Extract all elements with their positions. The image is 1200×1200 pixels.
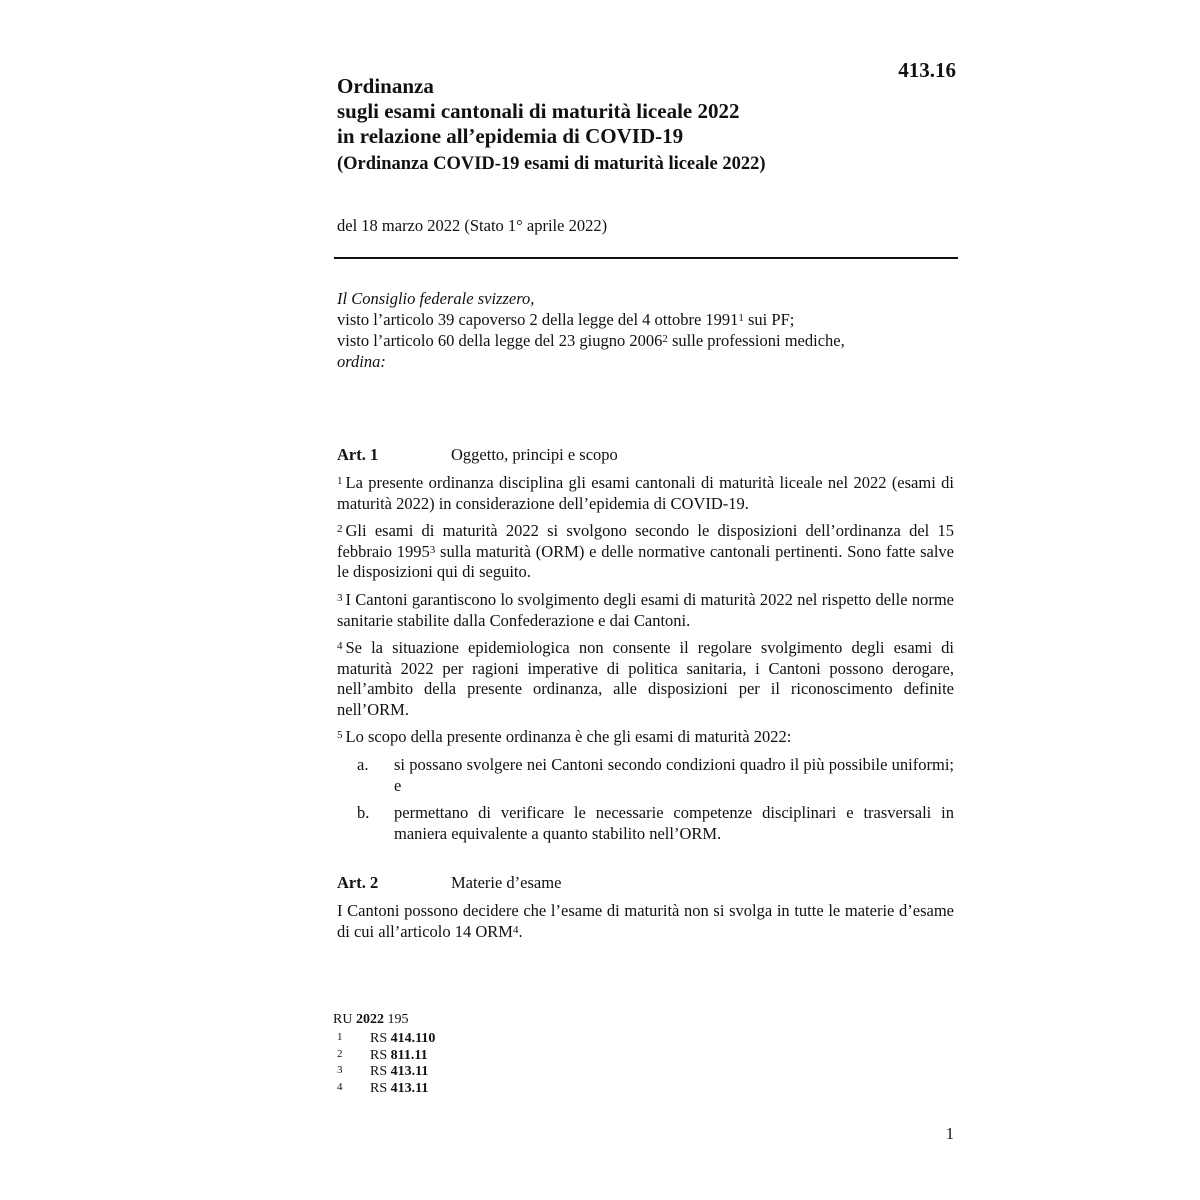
footnote-number: 1	[337, 1031, 343, 1043]
page-number: 1	[945, 1124, 954, 1143]
paragraph-number: 1	[337, 475, 343, 487]
date-status-line: del 18 marzo 2022 (Stato 1° aprile 2022)	[337, 216, 608, 235]
ru-reference: RU 2022 195	[333, 1012, 409, 1027]
list-label: a.	[357, 755, 369, 774]
footnote-ref[interactable]: 3	[429, 543, 436, 556]
article-title: Materie d’esame	[451, 873, 562, 892]
title-divider	[334, 257, 958, 259]
footnote-ref[interactable]: 4	[512, 923, 519, 936]
article-1-paragraph-5: $^5$ Lo scopo della presente ordinanza è che gli esami di maturità 2022:	[337, 727, 792, 746]
paragraph-number: 3	[337, 592, 343, 604]
preamble-line: visto l’articolo 60 della legge del 23 giugno 2006$^2$ sulle professioni mediche,	[337, 331, 845, 350]
article-1-paragraph-2: $^2$ Gli esami di maturità 2022 si svolgono secondo le disposizioni dell’ordinanza del 15 febbraio 1995$^3$ sulla maturità (ORM) e delle normative cantonali pertinenti. Sono fatte salve le disposizioni qui di seguito.	[337, 521, 954, 581]
article-1-paragraph-1: $^1$ La presente ordinanza disciplina gli esami cantonali di maturità liceale nel 2022 (esami di maturità 2022) in considerazione dell’epidemia di COVID-19.	[337, 473, 954, 513]
list-label: b.	[357, 803, 370, 822]
footnote-ref[interactable]: 1	[738, 312, 744, 324]
preamble-line: visto l’articolo 39 capoverso 2 della legge del 4 ottobre 1991$^1$ sui PF;	[337, 310, 795, 329]
footnote-number: 3	[337, 1064, 343, 1076]
article-title: Oggetto, principi e scopo	[451, 445, 618, 464]
title-line: in relazione all’epidemia di COVID-19	[337, 124, 684, 148]
list-item	[357, 755, 954, 796]
paragraph-number: 2	[337, 523, 343, 535]
footnote-number: 4	[337, 1080, 343, 1093]
article-number: Art. 1	[337, 445, 379, 464]
document-title	[337, 74, 857, 149]
paragraph-number: 4	[337, 640, 343, 652]
sr-number: 413.16	[898, 58, 956, 82]
preamble	[337, 288, 957, 372]
title-line: Ordinanza	[337, 74, 434, 98]
paragraph-number: 5	[337, 729, 343, 741]
article-1-paragraph-3: $^3$ I Cantoni garantiscono lo svolgimento degli esami di maturità 2022 nel rispetto delle norme sanitarie stabilite dalla Confederazione e dai Cantoni.	[337, 590, 954, 630]
article-1-paragraph-4: $^4$ Se la situazione epidemiologica non consente il regolare svolgimento degli esami di maturità 2022 per ragioni imperative di politica sanitaria, i Cantoni possono derogare, nell’ambito della presente ordinanza, alle disposizioni per il riconoscimento definite nell’ORM.	[337, 638, 954, 719]
article-2-heading	[337, 873, 561, 893]
article-2-paragraph-1: I Cantoni possono decidere che l’esame di maturità non si svolga in tutte le materie d’esame di cui all’articolo 14 ORM$^4$.	[337, 901, 954, 941]
list-item	[357, 803, 954, 844]
footnote-ref[interactable]: 2	[662, 333, 668, 345]
list-text: si possano svolgere nei Cantoni secondo condizioni quadro il più possibile uniformi; e	[394, 755, 954, 795]
short-title: (Ordinanza COVID-19 esami di maturità liceale 2022)	[337, 154, 766, 174]
list-text: permettano di verificare le necessarie competenze disciplinari e trasversali in maniera equivalente a quanto stabilito nell’ORM.	[394, 803, 954, 843]
footnote-number: 2	[337, 1047, 343, 1060]
article-number: Art. 2	[337, 873, 379, 892]
preamble-ordina: ordina:	[337, 352, 386, 371]
preamble-authority: Il Consiglio federale svizzero,	[337, 289, 535, 308]
article-1-heading	[337, 445, 618, 465]
title-line: sugli esami cantonali di maturità liceale 2022	[337, 99, 740, 123]
